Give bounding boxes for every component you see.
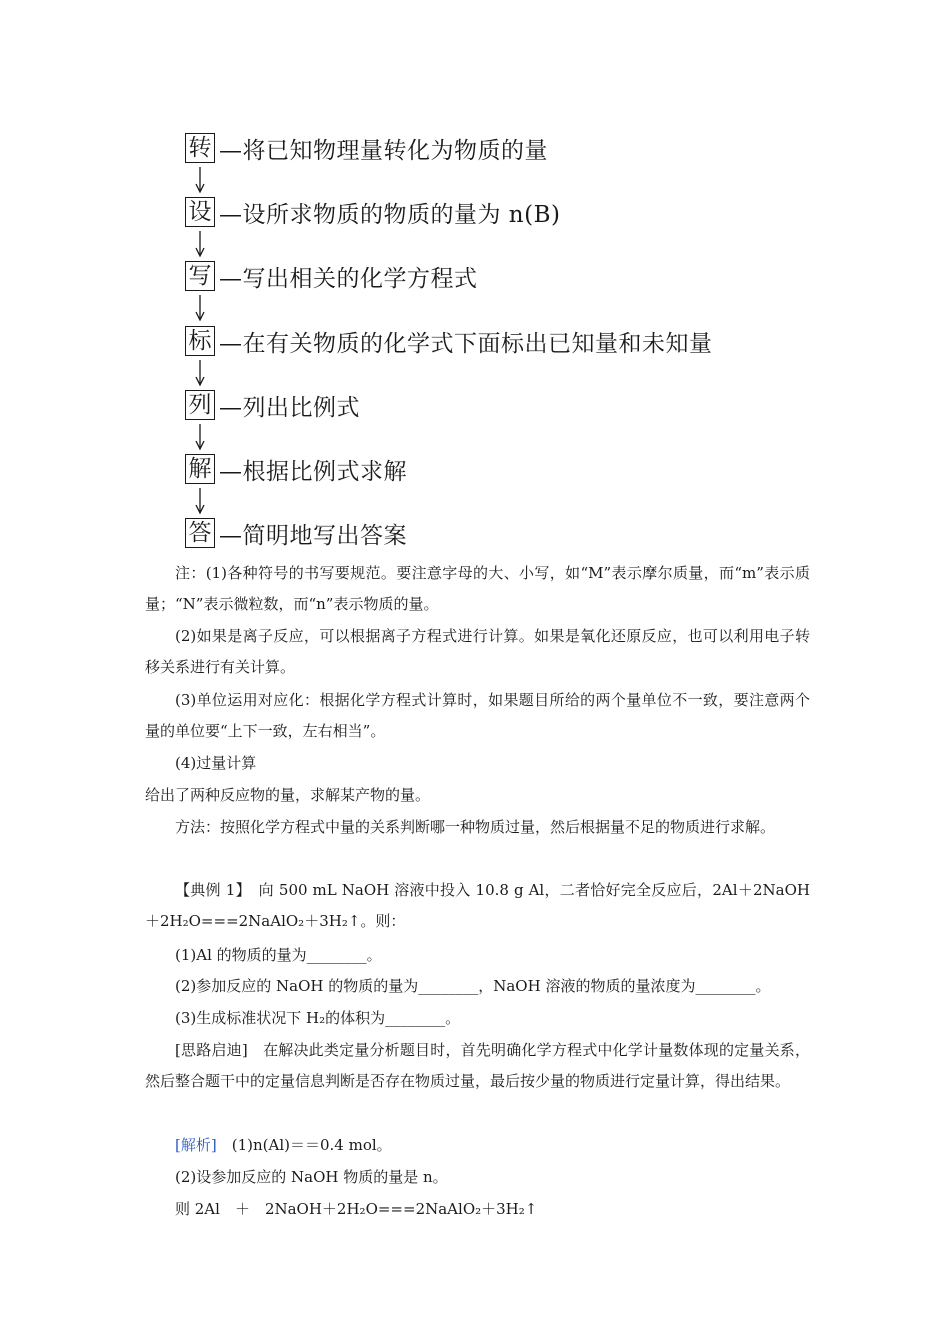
step-char-box: 答 [185, 518, 215, 548]
note-1: 注：(1)各种符号的书写要规范。要注意字母的大、小写，如“M”表示摩尔质量，而“m”表示质量；“N”表示微粒数，而“n”表示物质的量。 [145, 564, 810, 613]
step-char-box: 标 [185, 326, 215, 356]
question-1: (1)Al 的物质的量为________。 [175, 946, 382, 964]
down-arrow-icon [193, 488, 207, 514]
hint-label: [思路启迪] [175, 1041, 248, 1059]
step-convert [185, 131, 548, 165]
step-description: —列出比例式 [219, 394, 360, 421]
step-write [185, 259, 478, 293]
step-description: —在有关物质的化学式下面标出已知量和未知量 [219, 330, 713, 357]
step-description: —设所求物质的物质的量为 n(B) [219, 201, 561, 228]
example-label: 【典例 1】 [175, 881, 244, 899]
step-solve [185, 452, 407, 486]
analysis-line-1 [145, 1130, 810, 1161]
question-3: (3)生成标准状况下 H₂的体积为________。 [175, 1009, 461, 1027]
note-4-heading: (4)过量计算 [175, 754, 257, 772]
analysis-label: [解析] [175, 1136, 217, 1154]
step-assume [185, 195, 560, 229]
down-arrow-icon [193, 167, 207, 193]
analysis-text-1: (1)n(Al)＝＝0.4 mol。 [231, 1136, 392, 1154]
hint-text: 在解决此类定量分析题目时，首先明确化学方程式中化学计量数体现的定量关系，然后整合题干中的定量信息判断是否存在物质过量，最后按少量的物质进行定量计算，得出结果。 [145, 1041, 810, 1090]
note-4-method: 方法：按照化学方程式中量的关系判断哪一种物质过量，然后根据量不足的物质进行求解。 [175, 818, 776, 836]
note-3: (3)单位运用对应化：根据化学方程式计算时，如果题目所给的两个量单位不一致，要注意两个量的单位要“上下一致，左右相当”。 [145, 691, 810, 740]
step-answer [185, 516, 407, 550]
step-description: —写出相关的化学方程式 [219, 265, 478, 292]
down-arrow-icon [193, 295, 207, 321]
example-stem-text: 向 500 mL NaOH 溶液中投入 10.8 g Al，二者恰好完全反应后，2Al＋2NaOH＋2H₂O===2NaAlO₂＋3H₂↑。则： [145, 881, 810, 930]
step-char-box: 解 [185, 454, 215, 484]
step-description: —将已知物理量转化为物质的量 [219, 137, 548, 164]
step-description: —根据比例式求解 [219, 458, 407, 485]
step-mark [185, 324, 713, 358]
step-char-box: 转 [185, 133, 215, 163]
step-description: —简明地写出答案 [219, 522, 407, 549]
down-arrow-icon [193, 424, 207, 450]
analysis-line-2: (2)设参加反应的 NaOH 物质的量是 n。 [175, 1168, 448, 1186]
question-2: (2)参加反应的 NaOH 的物质的量为________，NaOH 溶液的物质的量浓度为________。 [175, 977, 771, 995]
analysis-line-3: 则 2Al ＋ 2NaOH＋2H₂O===2NaAlO₂＋3H₂↑ [175, 1200, 538, 1218]
step-char-box: 列 [185, 390, 215, 420]
step-char-box: 设 [185, 197, 215, 227]
step-list [185, 388, 360, 422]
hint-paragraph [145, 1035, 810, 1097]
down-arrow-icon [193, 360, 207, 386]
step-char-box: 写 [185, 261, 215, 291]
example-stem [145, 875, 810, 937]
note-4-body: 给出了两种反应物的量，求解某产物的量。 [145, 786, 431, 804]
note-2: (2)如果是离子反应，可以根据离子方程式进行计算。如果是氧化还原反应，也可以利用电子转移关系进行有关计算。 [145, 627, 810, 676]
down-arrow-icon [193, 231, 207, 257]
